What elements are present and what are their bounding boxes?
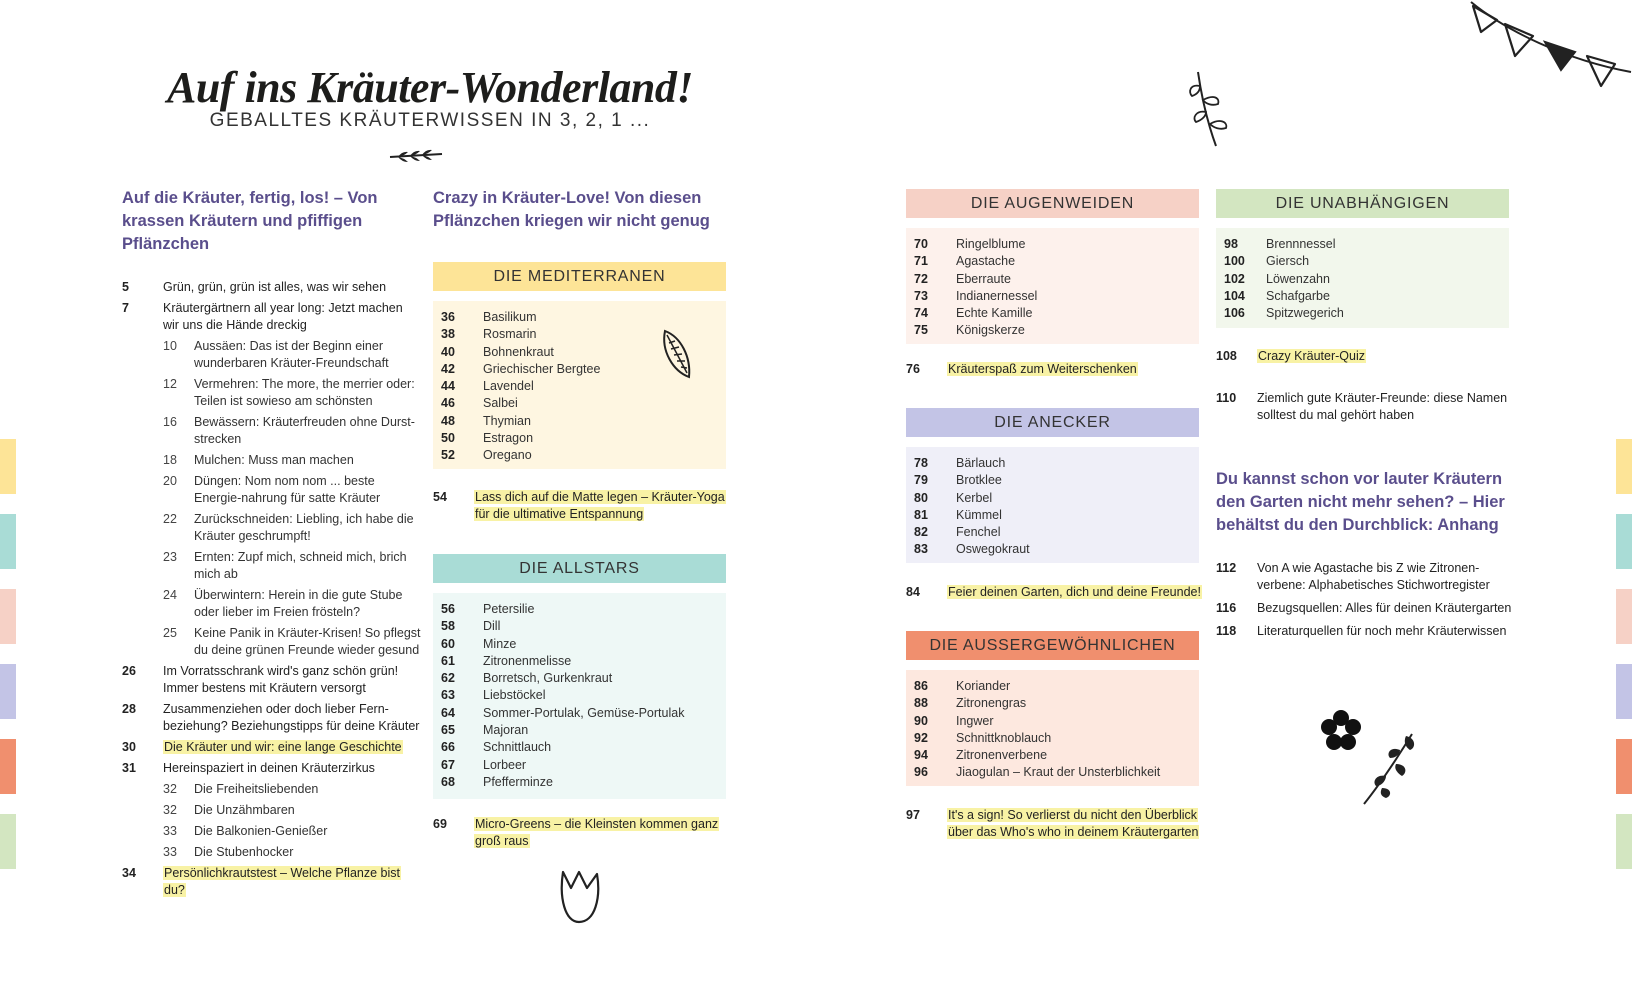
page-number: 96 [914,765,928,780]
entry-title: Keine Panik in Kräuter-Krisen! So pflegst du deine grünen Freunde wieder gesund [194,626,421,657]
herb-name: Lavendel [483,379,534,394]
toc-subentry [122,823,422,840]
page-number: 50 [441,431,455,446]
herb-name: Kerbel [956,490,993,505]
entry-title: It's a sign! So verlierst du nicht den Überblick über das Who's who in deinem Kräutergarten [948,808,1199,839]
page-number: 76 [906,362,920,376]
entry-title: Von A wie Agastache bis Z wie Zitronen-verbene: Alphabetisches Stichwortregister [1257,561,1490,592]
col4-heading: Du kannst schon vor lauter Kräutern den Garten nicht mehr sehen? – Hier behältst du den Durchblick: Anhang [1216,470,1505,534]
toc-subentry [122,844,422,861]
page-number: 69 [433,817,447,831]
herb-name: Echte Kamille [956,306,1033,321]
herb-name: Sommer-Portulak, Gemüse-Portulak [483,705,685,720]
page-number: 44 [441,379,455,394]
herb-item [441,430,726,447]
page-number: 70 [914,237,928,251]
page-number: 52 [441,448,455,463]
page-number: 34 [122,866,136,880]
entry-title: Die Stubenhocker [194,845,294,859]
herb-item [914,490,1199,507]
herb-item [441,618,726,635]
toc-subentry [122,338,422,372]
entry-84 [906,584,1206,605]
tab-right-green [1616,814,1632,869]
herb-item [441,774,726,791]
herb-item [914,455,1199,472]
page-number: 81 [914,507,928,522]
herb-name: Majoran [483,723,529,738]
toc-subentry [122,511,422,545]
page-number: 32 [163,803,177,817]
herb-name: Basilikum [483,310,537,324]
herb-name: Fenchel [956,525,1001,540]
list-unabhaengigen [1216,228,1509,328]
herb-item [1224,271,1509,288]
page-number: 32 [163,782,177,796]
page-number: 60 [441,636,455,651]
entry-title: Crazy Kräuter-Quiz [1258,349,1365,363]
page-number: 56 [441,602,455,616]
entry-title: Bewässern: Kräuterfreuden ohne Durst-strecken [194,415,415,446]
herb-name: Giersch [1266,254,1310,269]
tab-right-lavender [1616,664,1632,719]
appendix-entry [1216,600,1516,617]
page-number: 98 [1224,237,1238,251]
herb-name: Estragon [483,431,534,446]
tab-left-orange [0,739,16,794]
page-number: 90 [914,713,928,728]
toc-entry [122,663,422,697]
herb-item [914,713,1199,730]
herb-item [441,722,726,739]
page-number: 33 [163,845,177,859]
herb-item [914,695,1199,712]
herb-item [441,757,726,774]
page-number: 88 [914,696,928,711]
tab-right-mint [1616,514,1632,569]
tab-right-orange [1616,739,1632,794]
page-number: 112 [1216,561,1237,575]
list-augenweiden [906,228,1199,344]
toc-entry [122,760,422,777]
page-number: 78 [914,456,928,470]
col1-toc [122,279,422,903]
herb-name: Rosmarin [483,327,537,342]
herb-name: Ingwer [956,713,994,728]
herb-name: Lorbeer [483,757,527,772]
herb-name: Koriander [956,679,1011,693]
herb-name: Minze [483,636,517,651]
tab-left-green [0,814,16,869]
herb-item [914,253,1199,270]
page-number: 26 [122,664,136,678]
entry-76 [906,361,1206,382]
page-number: 100 [1224,254,1245,269]
page-number: 108 [1216,349,1237,363]
page-number: 82 [914,525,928,540]
page-number: 5 [122,280,129,294]
entry-title: Aussäen: Das ist der Beginn einer wunderbaren Kräuter-Freundschaft [194,339,389,370]
toc-entry [1216,390,1516,424]
page-number: 62 [441,671,455,686]
page-number: 58 [441,619,455,634]
herb-name: Borretsch, Gurkenkraut [483,671,613,686]
herb-name: Salbei [483,396,518,411]
sprig-icon [1186,70,1232,148]
toc-entry [433,489,733,523]
page-number: 67 [441,757,455,772]
herb-name: Zitronenmelisse [483,653,572,668]
herb-name: Griechischer Bergtee [483,361,601,376]
tab-left-mint [0,514,16,569]
tab-left-lavender [0,664,16,719]
herb-item [914,764,1199,781]
herb-item [441,601,726,618]
flower-icon [1319,709,1363,753]
herb-name: Königskerze [956,323,1025,338]
herb-name: Agastache [956,254,1016,269]
page-number: 23 [163,550,177,564]
entry-title: Überwintern: Herein in die gute Stube oder lieber im Freien frösteln? [194,588,403,619]
toc-entry [906,584,1206,601]
tab-left-yellow [0,439,16,494]
page-number: 106 [1224,306,1245,321]
page-number: 16 [163,415,177,429]
herb-item [441,636,726,653]
herb-item [914,524,1199,541]
herb-item [914,271,1199,288]
entry-title: Die Kräuter und wir: eine lange Geschichte [164,740,402,754]
toc-entry [122,279,422,296]
herb-name: Jiaogulan – Kraut der Unsterblichkeit [956,765,1161,780]
arrow-sprig-icon [388,148,444,166]
toc-entry [1216,348,1516,365]
header-aussergewoehnlichen: DIE AUSSERGEWÖHNLICHEN [906,631,1199,660]
toc-entry [433,816,733,850]
entry-title: Feier deinen Garten, dich und deine Freunde! [948,585,1201,599]
herb-name: Brotklee [956,473,1002,488]
herb-item [914,305,1199,322]
herb-name: Ringelblume [956,237,1026,251]
page-number: 64 [441,705,455,720]
herb-name: Schnittlauch [483,740,552,755]
toc-subentry [122,414,422,448]
herb-item [914,322,1199,339]
page-number: 102 [1224,271,1245,286]
toc-subentry [122,549,422,583]
entry-title: Literaturquellen für noch mehr Kräuterwissen [1257,624,1507,638]
page-number: 73 [914,288,928,303]
page-number: 61 [441,653,455,668]
tab-right-yellow [1616,439,1632,494]
herb-name: Liebstöckel [483,688,546,703]
herb-item [441,687,726,704]
entry-title: Die Freiheitsliebenden [194,782,319,796]
page-number: 71 [914,254,928,269]
herb-name: Eberraute [956,271,1011,286]
page-number: 36 [441,310,455,324]
bunting-icon [1465,0,1632,96]
entry-54 [433,489,733,527]
herb-name: Kümmel [956,507,1002,522]
page-number: 22 [163,512,177,526]
header-mediterranen: DIE MEDITERRANEN [433,262,726,291]
appendix-entry [1216,560,1516,594]
herb-item [914,730,1199,747]
header-anecker: DIE ANECKER [906,408,1199,437]
page-number: 25 [163,626,177,640]
entry-title: Lass dich auf die Matte legen – Kräuter-Yoga für die ultimative Entspannung [475,490,725,521]
toc-entry [122,300,422,334]
herb-item [1224,288,1509,305]
page-title: Auf ins Kräuter-Wonderland! [166,63,694,112]
entry-title: Kräutergärtnern all year long: Jetzt machen wir uns die Hände dreckig [163,301,403,332]
herb-name: Schnittknoblauch [956,730,1052,745]
page-number: 84 [906,585,920,599]
herb-name: Indianernessel [956,288,1038,303]
page-number: 48 [441,413,455,428]
header-unabhaengigen: DIE UNABHÄNGIGEN [1216,189,1509,218]
herb-item [914,678,1199,695]
entry-title: Persönlichkrautstest – Welche Pflanze bist du? [164,866,400,897]
page-number: 18 [163,453,177,467]
herb-name: Zitronenverbene [956,748,1048,763]
page-number: 72 [914,271,928,286]
branch-icon [1360,730,1418,806]
page-number: 20 [163,474,177,488]
entry-title: Ziemlich gute Kräuter-Freunde: diese Namen solltest du mal gehört haben [1257,391,1508,422]
entry-title: Hereinspaziert in deinen Kräuterzirkus [163,761,375,775]
herb-name: Löwenzahn [1266,271,1330,286]
entry-title: Die Unzähmbaren [194,803,295,817]
entry-97 [906,807,1206,845]
tulip-icon [557,868,603,926]
herb-item [441,447,726,464]
page-number: 28 [122,702,136,716]
header-augenweiden: DIE AUGENWEIDEN [906,189,1199,218]
page-number: 97 [906,808,920,822]
page-number: 74 [914,306,928,321]
page-number: 80 [914,490,928,505]
herb-item [441,705,726,722]
herb-item [914,747,1199,764]
herb-name: Zitronengras [956,696,1027,711]
herb-item [441,670,726,687]
page-number: 42 [441,361,455,376]
toc-entry [906,807,1206,841]
entry-69 [433,816,733,854]
herb-name: Bohnenkraut [483,344,554,359]
herb-item [914,472,1199,489]
entry-title: Zusammenziehen oder doch lieber Fern-beziehung? Beziehungstipps für deine Kräuter [163,702,420,733]
herb-name: Thymian [483,413,531,428]
page-number: 116 [1216,601,1237,615]
page-number: 40 [441,344,455,359]
toc-subentry [122,376,422,410]
page-number: 7 [122,301,129,315]
toc-subentry [122,625,422,659]
toc-subentry [122,781,422,798]
herb-item [1224,305,1509,322]
entry-title: Kräuterspaß zum Weiterschenken [948,362,1137,376]
page-number: 30 [122,740,136,754]
page-number: 46 [441,396,455,411]
entry-title: Im Vorratsschrank wird's ganz schön grün! Immer bestens mit Kräutern versorgt [163,664,399,695]
entry-title: Düngen: Nom nom nom ... beste Energie-nahrung für satte Kräuter [194,474,381,505]
page-number: 118 [1216,624,1237,638]
page-number: 94 [914,748,928,763]
herb-item [441,309,726,326]
entry-title: Ernten: Zupf mich, schneid mich, brich mich ab [194,550,407,581]
toc-entry [906,361,1206,378]
herb-name: Schafgarbe [1266,288,1330,303]
herb-name: Dill [483,619,501,634]
list-allstars [433,593,726,799]
herb-name: Brennnessel [1266,237,1336,251]
herb-item [441,653,726,670]
entry-title: Zurückschneiden: Liebling, ich habe die Kräuter geschrumpft! [194,512,414,543]
col2-heading: Crazy in Kräuter-Love! Von diesen Pflänzchen kriegen wir nicht genug [433,189,710,230]
page-number: 75 [914,323,928,338]
entry-title: Mulchen: Muss man machen [194,453,354,467]
entry-title: Bezugsquellen: Alles für deinen Kräutergarten [1257,601,1512,615]
entry-title: Vermehren: The more, the merrier oder: Teilen ist sowieso am schönsten [194,377,415,408]
page-subtitle: GEBALLTES KRÄUTERWISSEN IN 3, 2, 1 ... [209,110,651,131]
page-number: 110 [1216,391,1237,405]
page-number: 79 [914,473,928,488]
toc-subentry [122,802,422,819]
toc-entry [122,865,422,899]
herb-item [441,395,726,412]
header-allstars: DIE ALLSTARS [433,554,726,583]
appendix-list [1216,560,1516,646]
col1-heading: Auf die Kräuter, fertig, los! – Von krassen Kräutern und pfiffigen Pflänzchen [122,189,378,253]
page-number: 86 [914,679,928,693]
page-number: 31 [122,761,136,775]
herb-item [1224,236,1509,253]
page-number: 24 [163,588,177,602]
page-number: 10 [163,339,177,353]
entry-108 [1216,348,1516,369]
toc-entry [122,701,422,735]
herb-item [441,739,726,756]
herb-item [914,541,1199,558]
appendix-entry [1216,623,1516,640]
entry-title: Grün, grün, grün ist alles, was wir sehen [163,280,387,294]
herb-item [914,288,1199,305]
page-number: 92 [914,730,928,745]
herb-item [441,413,726,430]
entry-title: Die Balkonien-Genießer [194,824,328,838]
list-anecker [906,447,1199,563]
herb-name: Spitzwegerich [1266,306,1344,321]
page-number: 38 [441,327,455,342]
herb-name: Pfefferminze [483,774,553,789]
herb-name: Bärlauch [956,456,1006,470]
page-number: 66 [441,740,455,755]
herb-item [914,236,1199,253]
tab-right-pink [1616,589,1632,644]
herb-name: Petersilie [483,602,535,616]
leaf-icon [659,327,695,381]
toc-subentry [122,587,422,621]
toc-subentry [122,452,422,469]
tab-left-pink [0,589,16,644]
herb-name: Oswegokraut [956,542,1030,557]
page-number: 33 [163,824,177,838]
entry-title: Micro-Greens – die Kleinsten kommen ganz groß raus [475,817,719,848]
list-aussergewoehnlichen [906,670,1199,786]
herb-item [914,507,1199,524]
entry-110 [1216,390,1516,428]
page-number: 68 [441,774,455,789]
page-number: 65 [441,723,455,738]
toc-subentry [122,473,422,507]
herb-name: Oregano [483,448,532,463]
page-number: 83 [914,542,928,557]
toc-entry [122,739,422,756]
page-number: 104 [1224,288,1245,303]
page-number: 63 [441,688,455,703]
page-number: 12 [163,377,177,391]
page-number: 54 [433,490,447,504]
herb-item [1224,253,1509,270]
